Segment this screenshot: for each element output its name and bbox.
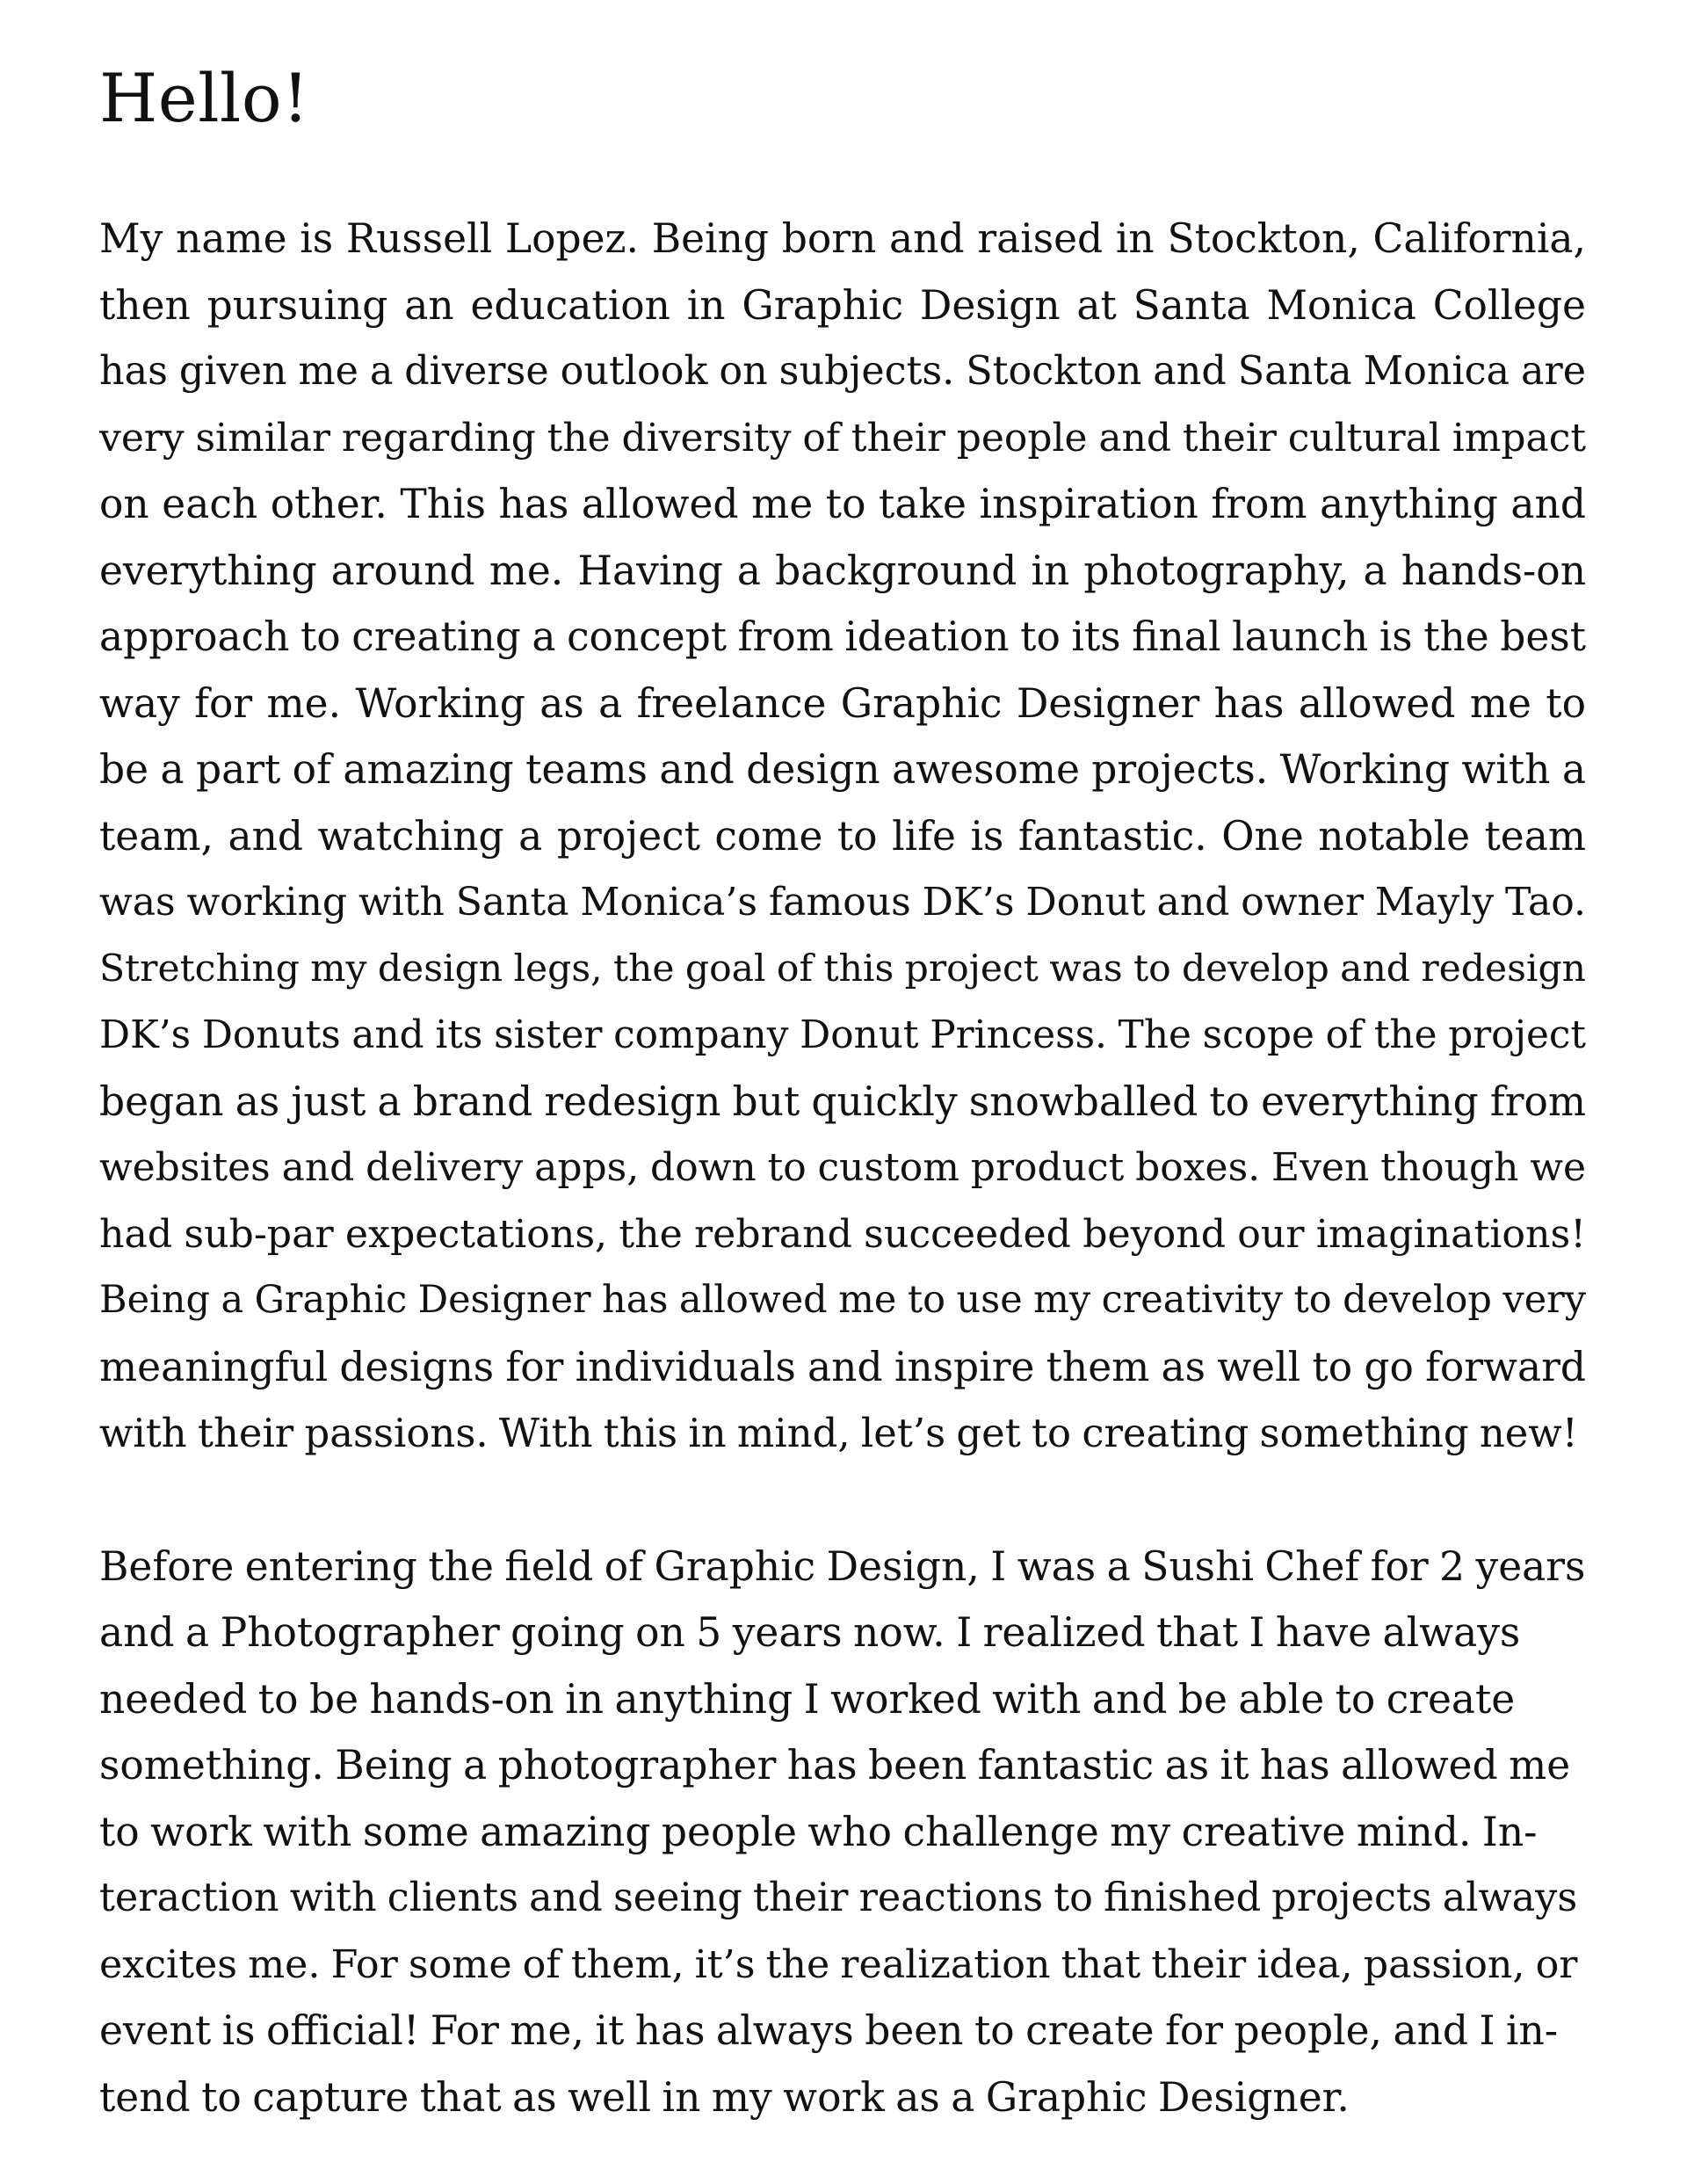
paragraph-line: Stretching my design legs, the goal of this project was to develop and redesign: [99, 947, 1586, 990]
paragraph-line: began as just a brand redesign but quickly snowballed to everything from: [99, 1077, 1586, 1125]
paragraph-line: and a Photographer going on 5 years now. I realized that I have always: [99, 1609, 1521, 1656]
paragraph-line: Being a Graphic Designer has allowed me to use my creativity to develop very: [99, 1278, 1586, 1322]
page-title: Hello!: [99, 59, 310, 137]
paragraph-line: approach to creating a concept from ideation to its final launch is the best: [99, 613, 1586, 660]
paragraph-line: tend to capture that as well in my work as a Graphic Designer.: [99, 2073, 1350, 2121]
intro-paragraph: [99, 206, 1586, 1467]
paragraph-line: something. Being a photographer has been fantastic as it has allowed me: [99, 1742, 1571, 1789]
paragraph-line: way for me. Working as a freelance Graphic Designer has allowed me to: [99, 679, 1586, 727]
paragraph-line: with their passions. With this in mind, let’s get to creating something new!: [99, 1410, 1578, 1456]
paragraph-line: needed to be hands-on in anything I worked with and be able to create: [99, 1675, 1516, 1723]
paragraph-line: websites and delivery apps, down to custom product boxes. Even though we: [99, 1145, 1586, 1190]
paragraph-line: everything around me. Having a background in photography, a hands-on: [99, 547, 1586, 594]
paragraph-line: to work with some amazing people who challenge my creative mind. In-: [99, 1808, 1538, 1855]
paragraph-line: My name is Russell Lopez. Being born and raised in Stockton, California,: [99, 215, 1586, 262]
paragraph-line: was working with Santa Monica’s famous DK’s Donut and owner Mayly Tao.: [99, 880, 1586, 925]
paragraph-line: meaningful designs for individuals and inspire them as well to go forward: [99, 1343, 1586, 1390]
paragraph-line: has given me a diverse outlook on subjects. Stockton and Santa Monica are: [99, 349, 1586, 394]
paragraph-line: teraction with clients and seeing their reactions to finished projects always: [99, 1875, 1578, 1920]
paragraph-line: Before entering the field of Graphic Design, I was a Sushi Chef for 2 years: [99, 1542, 1586, 1590]
document-page: [99, 59, 1586, 2130]
background-paragraph: [99, 1534, 1586, 2131]
paragraph-line: team, and watching a project come to life is fantastic. One notable team: [99, 812, 1586, 860]
paragraph-line: then pursuing an education in Graphic Design at Santa Monica College: [99, 281, 1586, 329]
paragraph-line: excites me. For some of them, it’s the realization that their idea, passion, or: [99, 1941, 1578, 1987]
paragraph-line: be a part of amazing teams and design awesome projects. Working with a: [99, 746, 1586, 793]
paragraph-line: had sub-par expectations, the rebrand succeeded beyond our imaginations!: [99, 1211, 1586, 1257]
paragraph-line: very similar regarding the diversity of their people and their cultural impact: [99, 415, 1586, 461]
paragraph-line: event is official! For me, it has always been to create for people, and I in-: [99, 2007, 1559, 2054]
paragraph-line: on each other. This has allowed me to take inspiration from anything and: [99, 481, 1586, 527]
paragraph-line: DK’s Donuts and its sister company Donut Princess. The scope of the project: [99, 1012, 1586, 1057]
